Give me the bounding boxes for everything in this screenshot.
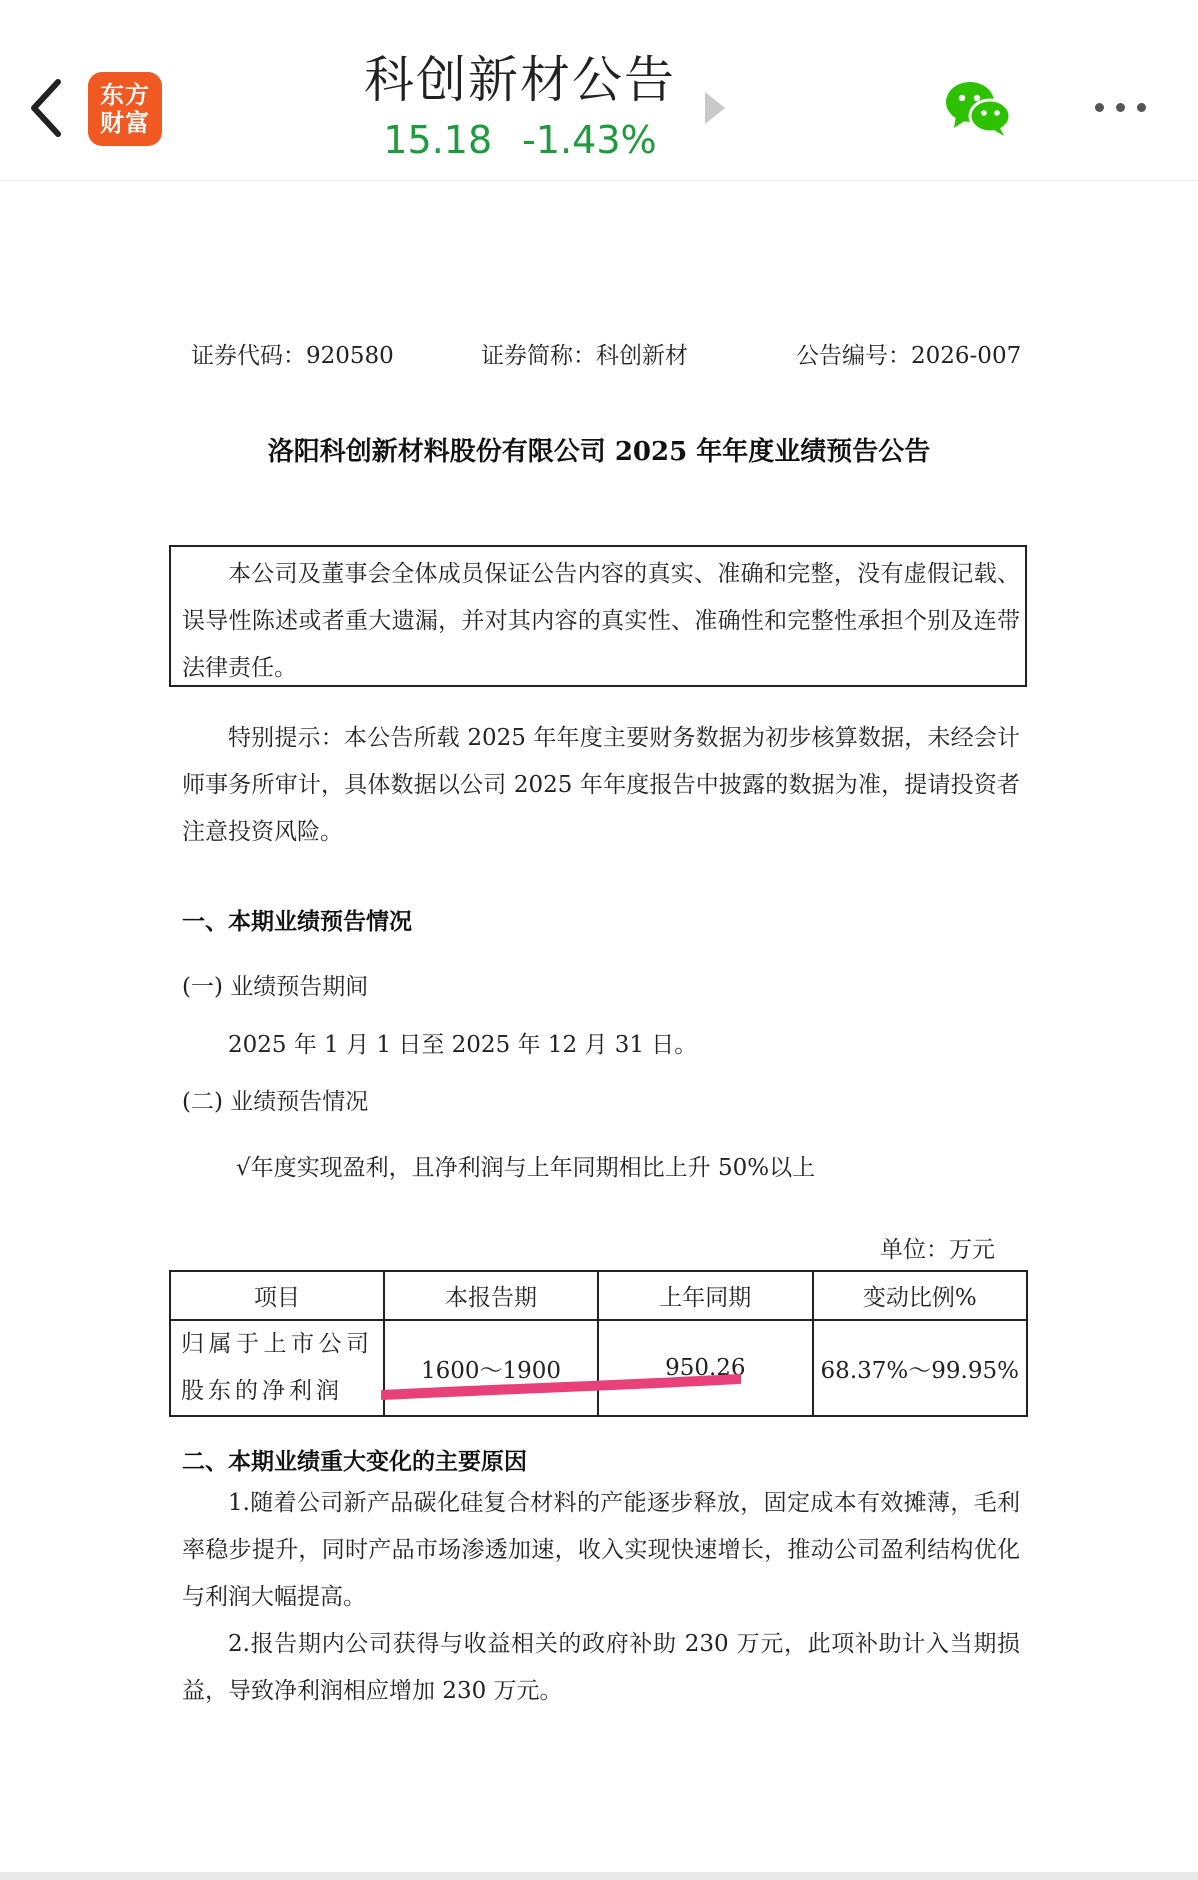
table-cell-current: 1600～1900 [384,1320,598,1416]
wechat-share-button[interactable] [944,78,1014,138]
wechat-share-icon [944,78,1014,138]
security-abbr: 证券简称：科创新材 [481,343,688,369]
reason-1: 1.随着公司新产品碳化硅复合材料的产能逐步释放，固定成本有效摊薄，毛利率稳步提升，同时产品市场渗透加速，收入实现快速增长，推动公司盈利结构优化与利润大幅提高。 [182,1490,1020,1610]
forecast-check: √年度实现盈利，且净利润与上年同期相比上升 50%以上 [236,1155,816,1181]
back-button[interactable] [24,76,68,140]
announcement-document [0,181,1198,1871]
app-header [0,0,1198,181]
title-block [330,48,710,166]
special-notice: 特别提示：本公告所载 2025 年年度主要财务数据为初步核算数据，未经会计师事务所审计，具体数据以公司 2025 年年度报告中披露的数据为准，提请投资者注意投资风险。 [182,725,1020,845]
stock-price: 15.18 [383,118,493,162]
reason-2: 2.报告期内公司获得与收益相关的政府补助 230 万元，此项补助计入当期损益，导致净利润相应增加 230 万元。 [182,1631,1020,1704]
bottom-divider [0,1872,1198,1880]
back-chevron-icon [28,78,64,138]
subheading-forecast: (二) 业绩预告情况 [182,1089,369,1115]
dot [1116,103,1125,112]
table-header: 变动比例% [813,1271,1028,1320]
unit-label: 单位：万元 [880,1237,995,1263]
forecast-period: 2025 年 1 月 1 日至 2025 年 12 月 31 日。 [228,1032,698,1058]
forecast-table [169,1270,1028,1417]
stock-change-pct: -1.43% [522,118,657,162]
table-row [170,1320,1027,1416]
announcement-number: 公告编号：2026-007 [796,343,1022,369]
app-logo[interactable] [88,72,162,146]
table-header: 本报告期 [384,1271,598,1320]
section-heading-2: 二、本期业绩重大变化的主要原因 [182,1448,527,1475]
dot [1095,103,1104,112]
table-header: 上年同期 [598,1271,812,1320]
section-heading-1: 一、本期业绩预告情况 [182,908,412,935]
dot [1137,103,1146,112]
logo-line-1: 东方 [100,81,150,109]
logo-line-2: 财富 [100,109,150,137]
security-code: 证券代码：920580 [191,343,394,369]
stock-quote [330,114,710,166]
disclaimer-text: 本公司及董事会全体成员保证公告内容的真实、准确和完整，没有虚假记载、误导性陈述或者重大遗漏，并对其内容的真实性、准确性和完整性承担个别及连带法律责任。 [182,561,1020,681]
table-cell-prior: 950.26 [598,1320,812,1416]
table-cell-change: 68.37%～99.95% [813,1320,1028,1416]
subheading-period: (一) 业绩预告期间 [182,974,369,1000]
table-cell-item: 归属于上市公司股东的净利润 [170,1320,384,1416]
table-header: 项目 [170,1271,384,1320]
document-title: 洛阳科创新材料股份有限公司 2025 年年度业绩预告公告 [267,437,931,467]
more-dots-icon[interactable] [1080,92,1160,122]
page-title: 科创新材公告 [364,51,676,109]
expand-arrow-icon[interactable] [705,92,725,124]
table-header-row [170,1271,1027,1320]
